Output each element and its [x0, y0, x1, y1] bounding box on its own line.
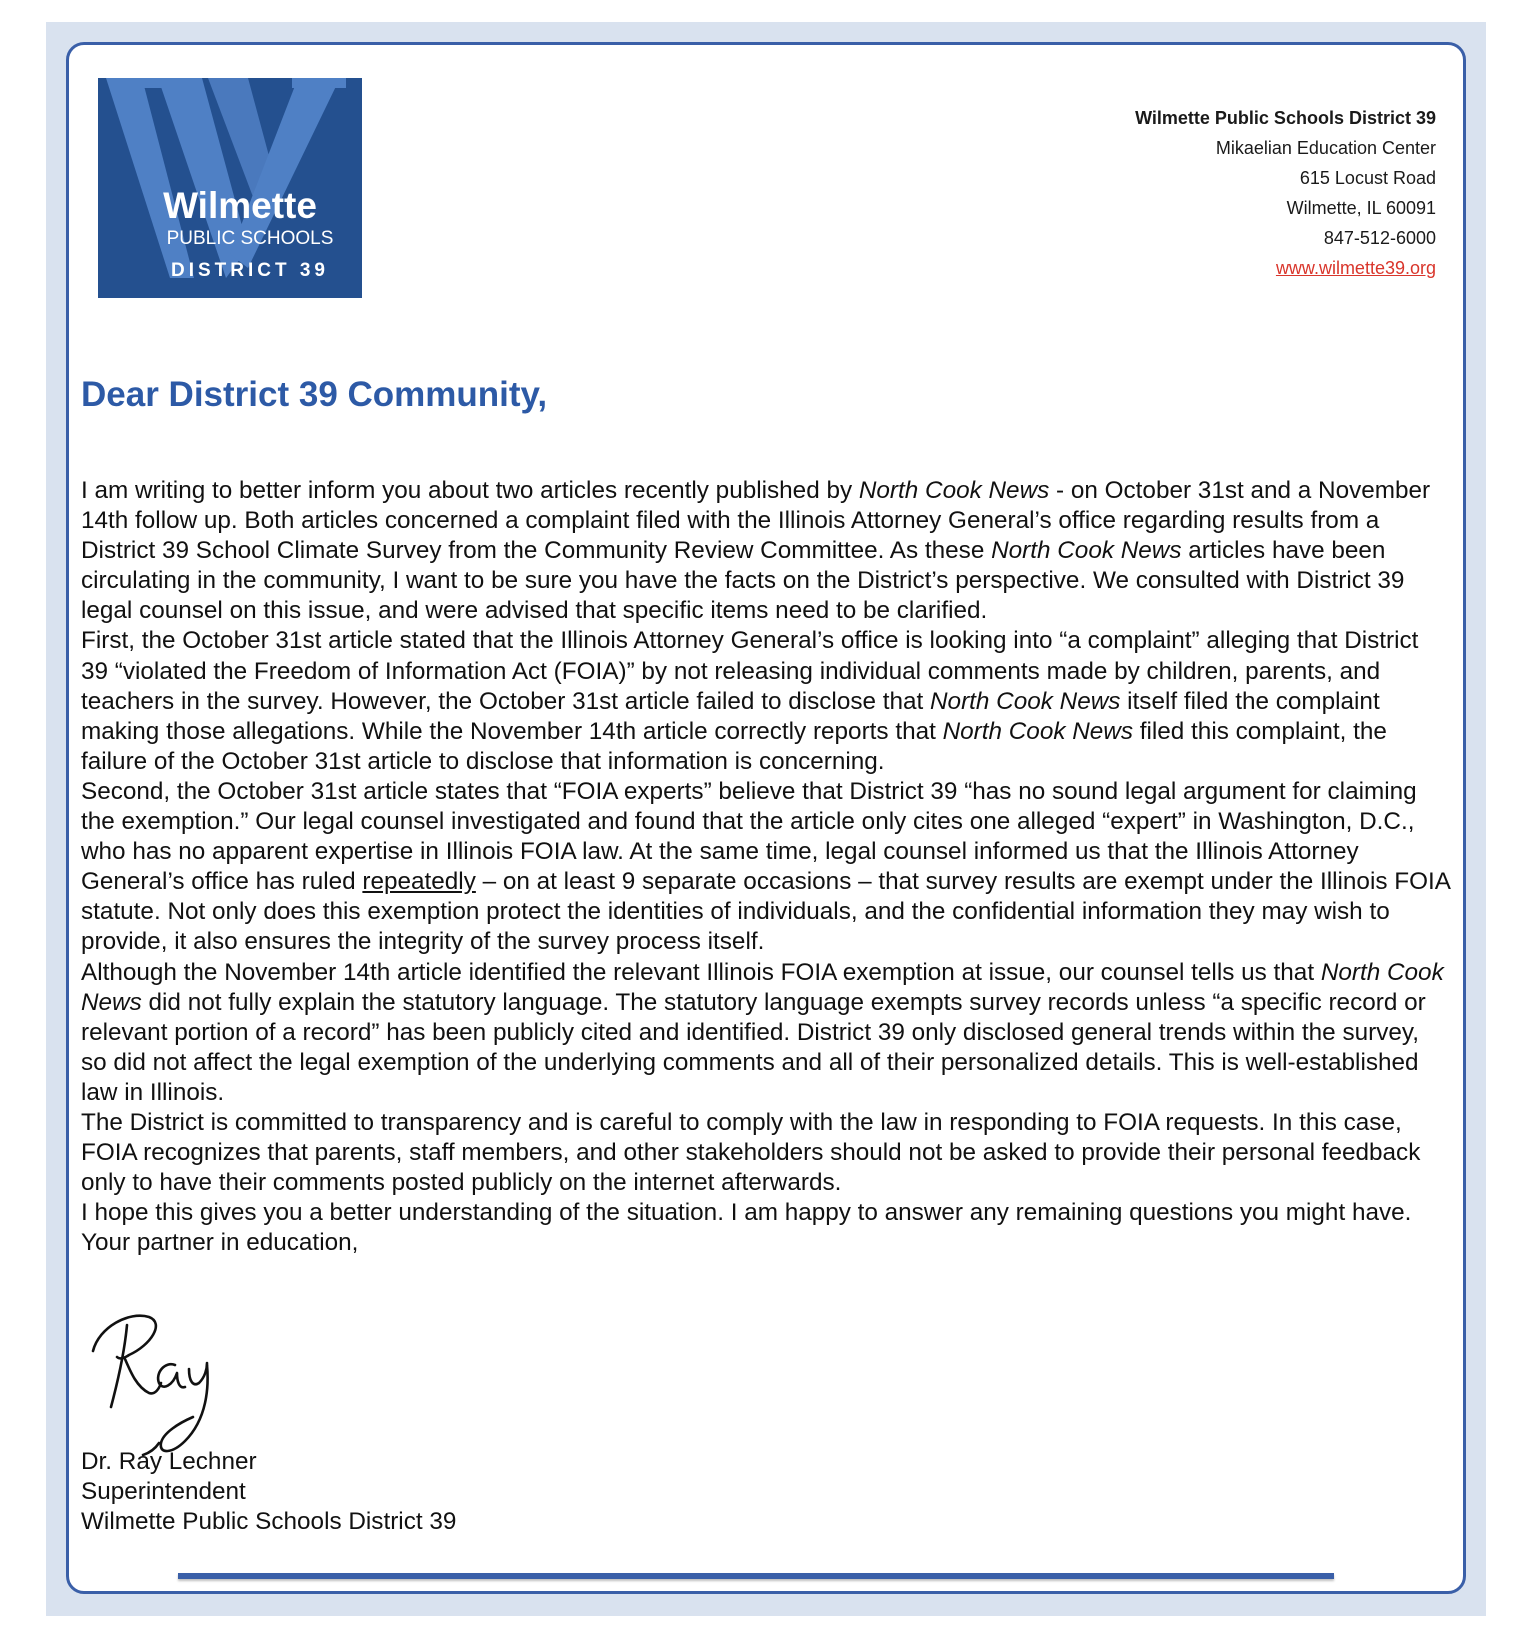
- emphasis-repeatedly: repeatedly: [362, 868, 476, 896]
- letterhead-city: Wilmette, IL 60091: [1286, 198, 1436, 218]
- logo-subtitle-text: PUBLIC SCHOOLS: [166, 228, 334, 249]
- paragraph-2-text-c: itself filed the complaint making those allegations. While the November 14th article correctly reports that: [81, 687, 1380, 745]
- signoff-organization: Wilmette Public Schools District 39: [81, 1508, 457, 1536]
- publication-name: North Cook News: [991, 537, 1182, 565]
- letterhead-address: [1135, 103, 1436, 283]
- closing-line: Your partner in education,: [81, 1229, 359, 1257]
- logo-name-text: Wilmette: [163, 185, 317, 226]
- letterhead-phone: 847-512-6000: [1323, 228, 1436, 248]
- greeting-heading: Dear District 39 Community,: [81, 375, 548, 414]
- paragraph-3: [81, 777, 1451, 958]
- letterhead-organization: Wilmette Public Schools District 39: [1135, 108, 1436, 128]
- paragraph-3-text-a: Second, the October 31st article states that “FOIA experts” believe that District 39 “has no sound legal argument for claiming the exemption.” Our legal counsel investigated and found that the article only cites one alleged “expert” in Washington, D.C., who has no apparent expertise in Illinois FOIA law. At the same time, legal counsel informed us that the Illinois Attorney General’s office has ruled: [81, 777, 1417, 896]
- publication-name: North Cook News: [942, 717, 1133, 745]
- district-logo: [98, 78, 362, 298]
- paragraph-1-text-c: - on October 31st and a November 14th follow up. Both articles concerned a complaint filed with the Illinois Attorney General’s office regarding results from a District 39 School Climate Survey from the Community Review Committee. As these: [81, 477, 1431, 565]
- paragraph-6: I hope this gives you a better understanding of the situation. I am happy to answer any remaining questions you might have.: [81, 1199, 1412, 1227]
- publication-name: North Cook News: [930, 687, 1121, 715]
- paragraph-2-text-a: First, the October 31st article stated that the Illinois Attorney General’s office is looking into “a complaint” alleging that District 39 “violated the Freedom of Information Act (FOIA)” by not releasing individual comments made by children, parents, and teachers in the survey. However, the October 31st article failed to disclose that: [81, 627, 1419, 715]
- paragraph-2: [81, 626, 1451, 776]
- page-frame: [46, 22, 1486, 1616]
- letter-card: [66, 42, 1466, 1594]
- paragraph-5: The District is committed to transparency and is careful to comply with the law in responding to FOIA requests. In this case, FOIA recognizes that parents, staff members, and other stakeholders should not be asked to provide their personal feedback only to have their comments posted publicly on the internet afterwards.: [81, 1108, 1421, 1197]
- paragraph-1-text-a: I am writing to better inform you about two articles recently published by: [81, 477, 859, 504]
- letterhead-building: Mikaelian Education Center: [1215, 138, 1436, 158]
- footer-divider: [178, 1573, 1334, 1579]
- publication-name: North Cook News: [858, 477, 1050, 504]
- paragraph-3-text-c: – on at least 9 separate occasions – that survey results are exempt under the Illinois FOIA statute. Not only does this exemption protect the identities of individuals, and the confidential information they may wish to provide, it also ensures the integrity of the survey process itself.: [81, 868, 1450, 956]
- paragraph-2-text-e: filed this complaint, the failure of the October 31st article to disclose that information is concerning.: [81, 717, 1387, 775]
- logo-district-text: DISTRICT 39: [170, 260, 330, 281]
- handwritten-signature: [89, 1307, 229, 1459]
- signoff-block: [81, 1447, 456, 1537]
- signoff-title: Superintendent: [81, 1478, 246, 1506]
- letterhead-street: 615 Locust Road: [1299, 168, 1436, 188]
- website-link[interactable]: www.wilmette39.org: [1275, 258, 1436, 278]
- paragraph-1: [81, 476, 1451, 626]
- paragraph-4-text-c: did not fully explain the statutory language. The statutory language exempts survey records unless “a specific record or relevant portion of a record” has been publicly cited and identified. District 39 only disclosed general trends within the survey, so did not affect the legal exemption of the underlying comments and all of their personalized details. This is well-established law in Illinois.: [81, 988, 1426, 1106]
- signoff-name: Dr. Ray Lechner: [81, 1448, 257, 1475]
- paragraph-1-text-e: articles have been circulating in the community, I want to be sure you have the facts on the District’s perspective. We consulted with District 39 legal counsel on this issue, and were advised that specific items need to be clarified.: [81, 537, 1405, 625]
- paragraph-4-text-a: Although the November 14th article identified the relevant Illinois FOIA exemption at issue, our counsel tells us that: [81, 958, 1321, 986]
- letter-body: [81, 476, 1451, 1258]
- publication-name: North Cook News: [81, 958, 1444, 1016]
- paragraph-4: [81, 958, 1451, 1108]
